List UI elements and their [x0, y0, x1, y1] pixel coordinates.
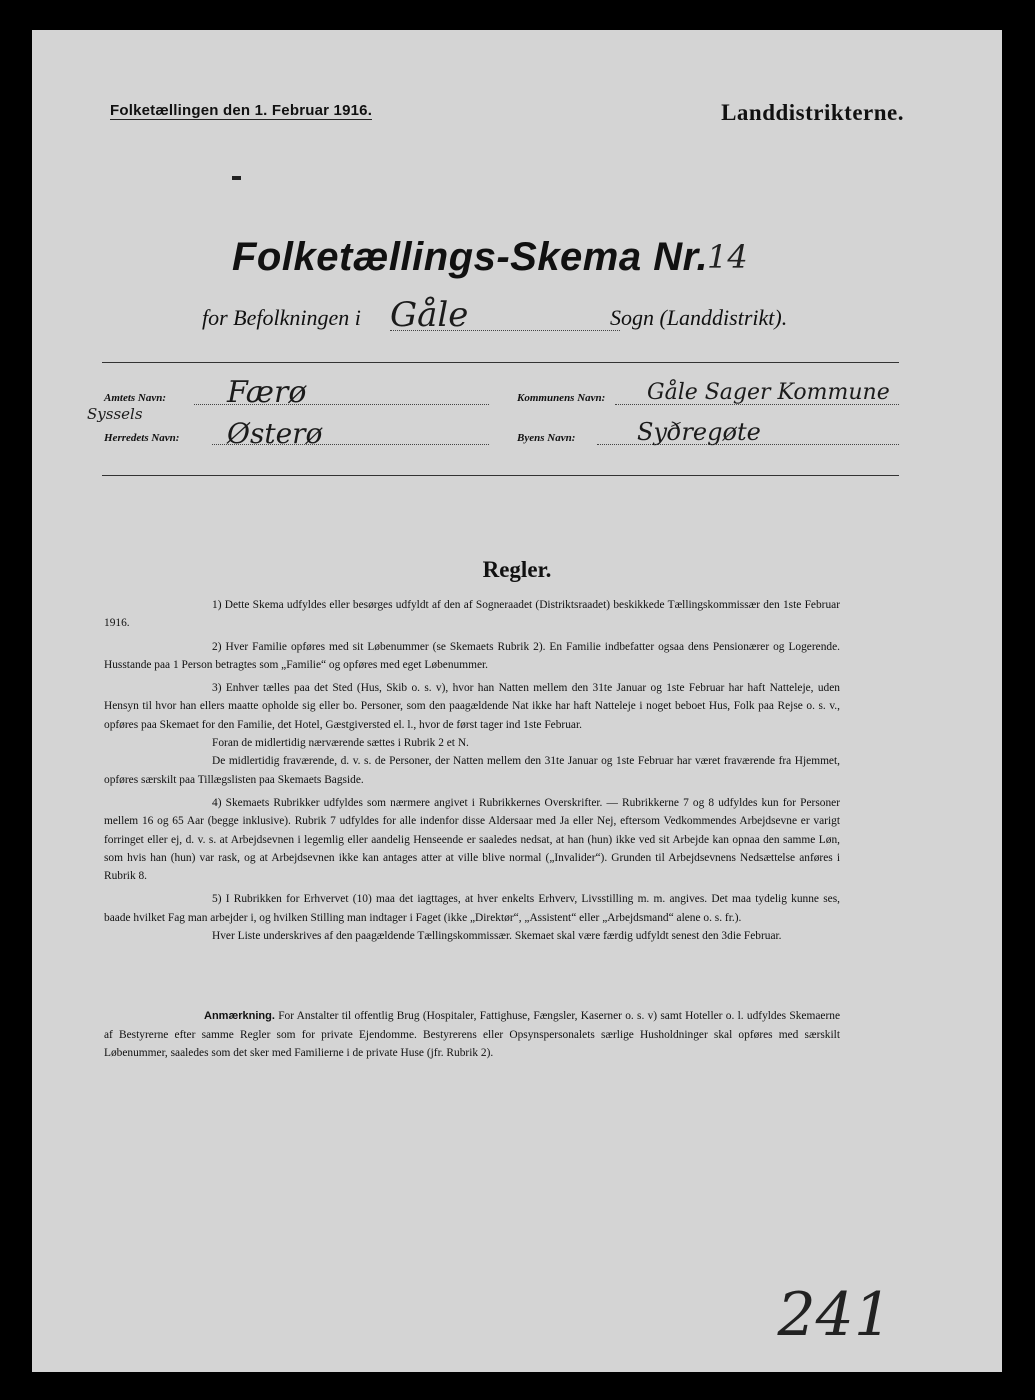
amt-correction: Syssels — [87, 405, 143, 423]
rules-body — [104, 596, 840, 1067]
amt-label: Amtets Navn: — [104, 392, 167, 404]
rule-1: 1) Dette Skema udfyldes eller besørges udfyldt af den af Sogneraadet (Distriktsraadet) beskikkede Tællingskommissær den 1ste Februar 1916. — [104, 599, 840, 630]
district-type-header: Landdistrikterne. — [721, 100, 904, 125]
parish-handwritten: Gåle — [390, 295, 469, 335]
rule-3: 3) Enhver tælles paa det Sted (Hus, Skib o. s. v), hvor han Natten mellem den 31te Januar og 1ste Februar har haft Natteleje, uden Hensyn til hvor han ellers maatte opholde sig eller bo. Personer, som den paagældende Nat ikke har haft Natteleje i noget beboet Hus, Folk paa Rejse o. s. v., opføres paa Skemaet for den Familie, det Hotel, Gæstgiversted el. l., hvor de først tager ind 1ste Februar. — [104, 682, 840, 731]
page-number-handwritten: 241 — [777, 1280, 892, 1350]
herred-dotline — [212, 444, 489, 445]
form-title: Folketællings-Skema Nr. — [232, 235, 709, 279]
kommune-label: Kommunens Navn: — [517, 392, 606, 404]
rule-3-absent: De midlertidig fraværende, d. v. s. de Personer, der Natten mellem den 31te Januar og 1ste Februar har været fraværende fra Hjemmet, opføres særskilt paa Tillægslisten paa Skemaets Bagside. — [104, 755, 840, 786]
subtitle-prefix: for Befolkningen i — [202, 305, 361, 330]
census-date-header: Folketællingen den 1. Februar 1916. — [110, 102, 373, 119]
amt-value: Færø — [227, 375, 307, 410]
rule-5: 5) I Rubrikken for Erhvervet (10) maa det iagttages, at hver enkelts Erhverv, Livsstilling m. m. angives. Det maa tydelig kunne ses, baade hvilket Fag man arbejder i, og hvilken Stilling man indtager i Faget (ikke „Direktør“, „Assistent“ eller „Arbejdsmand“ alene o. s. fr.). — [104, 893, 840, 924]
subtitle-suffix: Sogn (Landdistrikt). — [610, 305, 788, 330]
by-value: Syðregøte — [637, 418, 761, 446]
herred-value: Østerø — [227, 417, 323, 450]
amt-dotline — [194, 404, 489, 405]
rule-3-present: Foran de midlertidig nærværende sættes i Rubrik 2 et N. — [212, 737, 469, 750]
kommune-value: Gåle Sager Kommune — [647, 380, 890, 405]
kommune-dotline — [615, 404, 899, 405]
rule-4: 4) Skemaets Rubrikker udfyldes som nærmere angivet i Rubrikkernes Overskrifter. — Rubrikkerne 7 og 8 udfyldes kun for Personer mellem 16 og 65 Aar (begge inklusive). Rubrik 7 udfyldes for alle indenfor disse Aldersaar med Ja eller Nej, eftersom Vedkommendes Arbejdsevne er varigt forringet eller ej, d. v. s. at Arbejdsevnen i legemlig eller aandelig Henseende er saaledes nedsat, at han (hun) ikke ved sit Arbejde kan opnaa den samme Løn, som hvis han (hun) var rask, og at Arbejdsevnen ikke kan antages atter at ville blive normal („Invalider“). Grunden til Arbejdsevnens Nedsættelse anføres i Rubrik 8. — [104, 796, 840, 883]
note-label: Anmærkning. — [204, 1010, 275, 1023]
herred-label: Herredets Navn: — [104, 432, 180, 444]
by-label: Byens Navn: — [517, 432, 576, 444]
schema-number-handwritten: 14 — [707, 238, 748, 276]
bottom-rule — [102, 475, 899, 476]
by-dotline — [597, 444, 899, 445]
ink-dash — [232, 176, 241, 180]
rule-2: 2) Hver Familie opføres med sit Løbenummer (se Skemaets Rubrik 2). En Familie indbefatter ogsaa dens Pensionærer og Logerende. Husstande paa 1 Person betragtes som „Familie“ og opføres med eget Løbenummer. — [104, 640, 840, 671]
rule-6: Hver Liste underskrives af den paagældende Tællingskommissær. Skemaet skal være færdig udfyldt senest den 3die Februar. — [212, 930, 782, 943]
top-rule — [102, 362, 899, 363]
census-form-sheet — [32, 30, 1002, 1372]
rules-heading: Regler. — [482, 557, 552, 582]
parish-dotline — [390, 330, 620, 331]
note-paragraph — [104, 1007, 840, 1062]
note-text: For Anstalter til offentlig Brug (Hospitaler, Fattighuse, Fængsler, Kaserner o. s. v) samt Hoteller o. l. udfyldes Skemaerne af Bestyrerne efter samme Regler som for private Ejendomme. Bestyrerens eller Opsynspersonalets særlige Husholdninger skal opføres med særskilt Løbenummer, saaledes som det sker med Familierne i de private Huse (jfr. Rubrik 2). — [104, 1010, 840, 1059]
